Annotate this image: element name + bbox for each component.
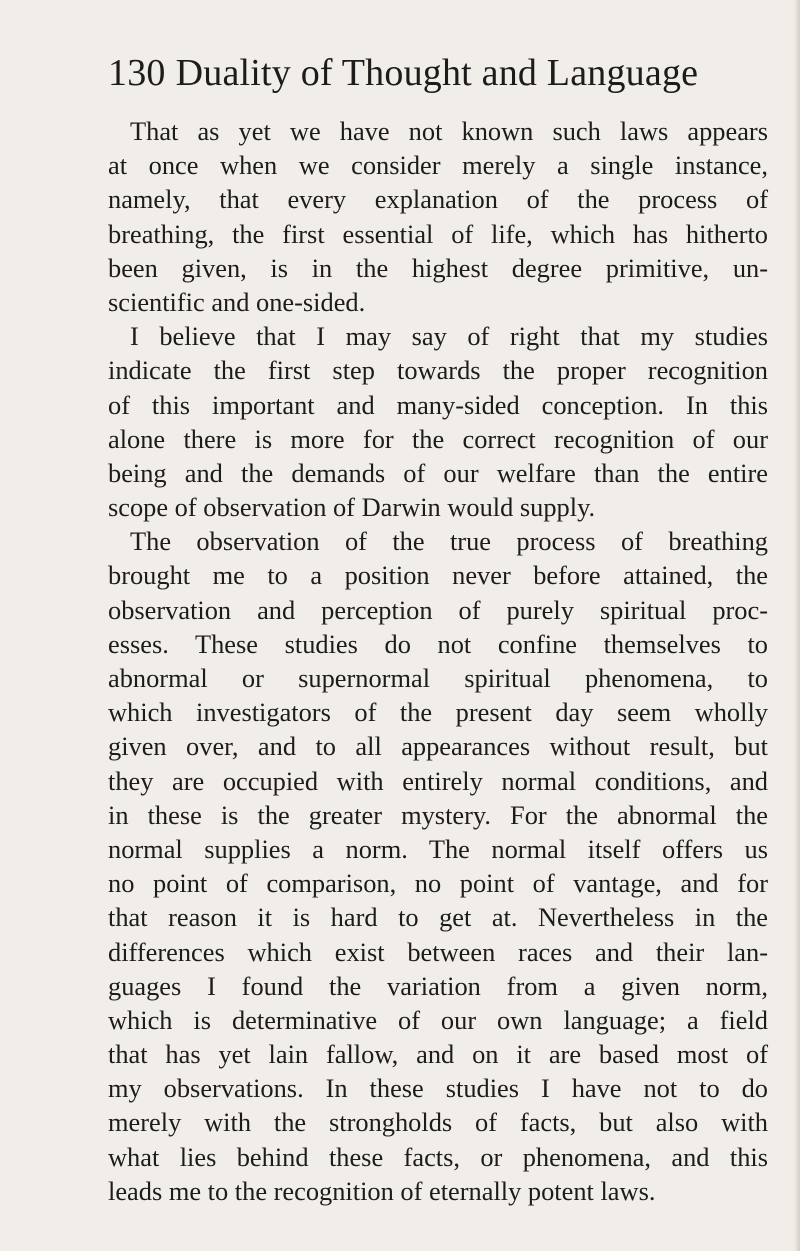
text-line: That as yet we have not known such laws appears bbox=[130, 116, 768, 146]
text-line: my observations. In these studies I have not to do bbox=[108, 1073, 768, 1104]
text-line: they are occupied with entirely normal conditions, and bbox=[108, 765, 768, 796]
text-line: normal supplies a norm. The normal itself offers us bbox=[108, 833, 768, 864]
text-line: esses. These studies do not confine themselves to bbox=[108, 628, 768, 659]
text-line: I believe that I may say of right that my studies bbox=[130, 321, 768, 352]
text-line: that has yet lain fallow, and on it are based most of bbox=[108, 1039, 768, 1070]
text-line: The observation of the true process of breathing bbox=[130, 526, 768, 557]
text-line: no point of comparison, no point of vantage, and for bbox=[108, 868, 768, 899]
text-line: that reason it is hard to get at. Nevertheless in the bbox=[108, 902, 768, 933]
text-line: given over, and to all appearances without result, but bbox=[108, 731, 768, 762]
text-line: merely with the strongholds of facts, but also with bbox=[108, 1107, 768, 1138]
text-line: which is determinative of our own language; a field bbox=[108, 1004, 768, 1035]
text-line: breathing, the first essential of life, which has hitherto bbox=[108, 218, 768, 249]
text-line: scientific and one-sided. bbox=[108, 286, 366, 317]
text-line: leads me to the recognition of eternally potent laws. bbox=[108, 1175, 656, 1206]
text-line: which investigators of the present day seem wholly bbox=[108, 697, 768, 728]
text-line: namely, that every explanation of the process of bbox=[108, 184, 768, 215]
page-title: Duality of Thought and Language bbox=[175, 52, 699, 94]
page-number: 130 bbox=[108, 52, 166, 94]
text-line: in these is the greater mystery. For the abnormal the bbox=[108, 799, 768, 830]
text-line: what lies behind these facts, or phenomena, and this bbox=[108, 1141, 768, 1172]
page-edge-shadow bbox=[794, 0, 800, 1251]
text-line: differences which exist between races and their lan- bbox=[108, 936, 768, 967]
text-line: of this important and many-sided conception. In this bbox=[108, 389, 768, 420]
text-line: scope of observation of Darwin would supply. bbox=[108, 492, 596, 523]
body-text bbox=[108, 114, 768, 1208]
text-line: been given, is in the highest degree primitive, un- bbox=[108, 252, 768, 283]
text-line: observation and perception of purely spiritual proc- bbox=[108, 594, 768, 625]
text-line: at once when we consider merely a single instance, bbox=[108, 150, 768, 181]
text-line: guages I found the variation from a given norm, bbox=[108, 970, 768, 1001]
text-line: alone there is more for the correct recognition of our bbox=[108, 423, 768, 454]
text-line: indicate the first step towards the proper recognition bbox=[108, 355, 768, 386]
text-line: brought me to a position never before attained, the bbox=[108, 560, 768, 591]
text-line: abnormal or supernormal spiritual phenomena, to bbox=[108, 663, 768, 693]
text-line: being and the demands of our welfare than the entire bbox=[108, 457, 768, 488]
running-head bbox=[108, 48, 768, 98]
